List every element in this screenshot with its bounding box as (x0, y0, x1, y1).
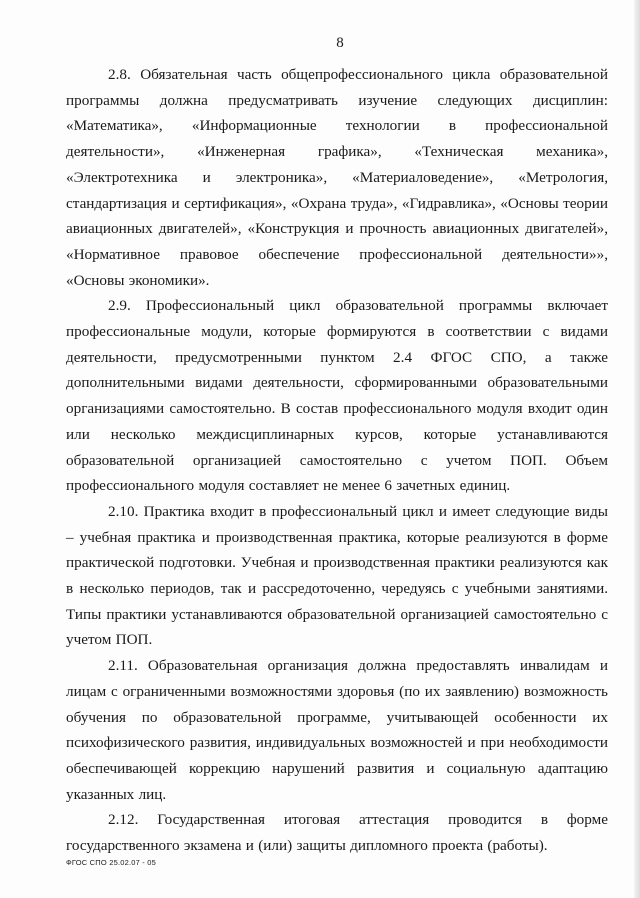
document-body (66, 62, 608, 859)
paragraph-2-8: 2.8. Обязательная часть общепрофессионального цикла образовательной программы должна предусматривать изучение следующих дисциплин: «Математика», «Информационные технологии в профессиональной деятельности», «Инженерная графика», «Техническая механика», «Электротехника и электроника», «Материаловедение», «Метрология, стандартизация и сертификация», «Охрана труда», «Гидравлика», «Основы теории авиационных двигателей», «Конструкция и прочность авиационных двигателей», «Нормативное правовое обеспечение профессиональной деятельности»», «Основы экономики». (66, 66, 608, 289)
paragraph-2-10: 2.10. Практика входит в профессиональный цикл и имеет следующие виды – учебная практика и производственная практика, которые реализуются в форме практической подготовки. Учебная и производственная практики реализуются как в несколько периодов, так и рассредоточенно, чередуясь с учебными занятиями. Типы практики устанавливаются образовательной организацией самостоятельно с учетом ПОП. (66, 502, 608, 649)
paragraph-2-11: 2.11. Образовательная организация должна предоставлять инвалидам и лицам с ограниченными возможностями здоровья (по их заявлению) возможность обучения по образовательной программе, учитывающей особенности их психофизического развития, индивидуальных возможностей и при необходимости обеспечивающей коррекцию нарушений развития и социальную адаптацию указанных лиц. (66, 657, 608, 803)
scan-edge (634, 0, 640, 898)
paragraph-2-9: 2.9. Профессиональный цикл образовательной программы включает профессиональные модули, которые формируются в соответствии с видами деятельности, предусмотренными пунктом 2.4 ФГОС СПО, а также дополнительными видами деятельности, сформированными образовательными организациями самостоятельно. В состав профессионального модуля входит один или несколько междисциплинарных курсов, которые устанавливаются образовательной организацией самостоятельно с учетом ПОП. Объем профессионального модуля составляет не менее 6 зачетных единиц. (66, 297, 608, 495)
document-footer: ФГОС СПО 25.02.07 - 05 (66, 858, 157, 867)
paragraph-2-12: 2.12. Государственная итоговая аттестация проводится в форме государственного экзамена и (или) защиты дипломного проекта (работы). (66, 811, 608, 855)
page-number: 8 (336, 35, 344, 51)
